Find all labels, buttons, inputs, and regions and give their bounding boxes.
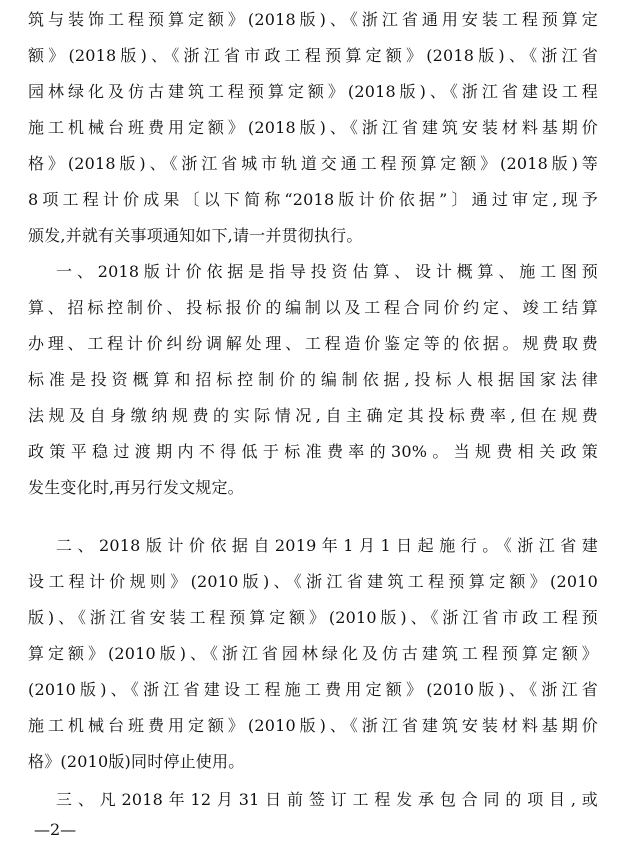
paragraph-line: 施工机械台班费用定额》(2010版)、《浙江省建筑安装材料基期价: [28, 716, 598, 735]
paragraph-line: 算、招标控制价、投标报价的编制以及工程合同价约定、竣工结算: [28, 298, 598, 317]
paragraph-line: 颁发,并就有关事项通知如下,请一并贯彻执行。: [28, 226, 363, 245]
paragraph-line: 8项工程计价成果〔以下简称“2018版计价依据”〕通过审定,现予: [28, 190, 598, 209]
paragraph-line: 政策平稳过渡期内不得低于标准费率的30%。当规费相关政策: [28, 442, 598, 461]
paragraph-line: 格》(2010版)同时停止使用。: [28, 752, 245, 771]
paragraph-line: 筑与装饰工程预算定额》(2018版)、《浙江省通用安装工程预算定: [28, 10, 598, 29]
paragraph-line: 算定额》(2010版)、《浙江省园林绿化及仿古建筑工程预算定额》: [28, 644, 598, 663]
paragraph-line: 办理、工程计价纠纷调解处理、工程造价鉴定等的依据。规费取费: [28, 334, 598, 353]
paragraph-line: 二、2018版计价依据自2019年1月1日起施行。《浙江省建: [56, 536, 598, 555]
paragraph-line: 园林绿化及仿古建筑工程预算定额》(2018版)、《浙江省建设工程: [28, 82, 598, 101]
page-number: —2—: [34, 820, 77, 839]
paragraph-line: (2010版)、《浙江省建设工程施工费用定额》(2010版)、《浙江省: [28, 680, 598, 699]
paragraph-line: 一、2018版计价依据是指导投资估算、设计概算、施工图预: [56, 262, 598, 281]
paragraph-line: 发生变化时,再另行发文规定。: [28, 478, 244, 497]
paragraph-line: 施工机械台班费用定额》(2018版)、《浙江省建筑安装材料基期价: [28, 118, 598, 137]
paragraph-line: 设工程计价规则》(2010版)、《浙江省建筑工程预算定额》(2010: [28, 572, 598, 591]
paragraph-line: 版)、《浙江省安装工程预算定额》(2010版)、《浙江省市政工程预: [28, 608, 598, 627]
paragraph-line: 额》(2018版)、《浙江省市政工程预算定额》(2018版)、《浙江省: [28, 46, 598, 65]
paragraph-line: 格》(2018版)、《浙江省城市轨道交通工程预算定额》(2018版)等: [28, 154, 598, 173]
paragraph-line: 法规及自身缴纳规费的实际情况,自主确定其投标费率,但在规费: [28, 406, 598, 425]
paragraph-line: 标准是投资概算和招标控制价的编制依据,投标人根据国家法律: [28, 370, 598, 389]
paragraph-line: 三、凡2018年12月31日前签订工程发承包合同的项目,或: [56, 790, 598, 809]
